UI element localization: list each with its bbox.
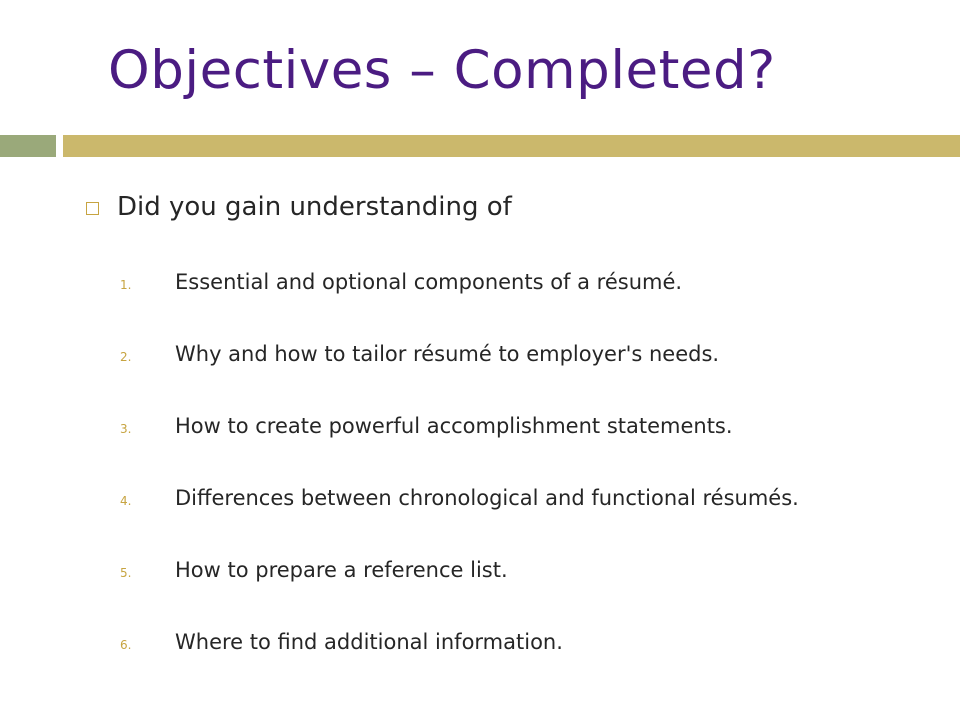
list-item-text: Differences between chronological and functional résumés. [175, 486, 799, 510]
list-item-number: 3. [120, 422, 132, 436]
list-item [120, 630, 563, 654]
slide-title: Objectives – Completed? [108, 40, 776, 101]
list-item-text: How to create powerful accomplishment statements. [175, 414, 733, 438]
title-divider-left [0, 135, 56, 157]
list-item [120, 414, 733, 438]
list-item-number: 1. [120, 278, 132, 292]
list-item-text: Where to find additional information. [175, 630, 563, 654]
list-item [120, 342, 719, 366]
list-item-number: 2. [120, 350, 132, 364]
list-item-number: 6. [120, 638, 132, 652]
square-bullet-icon [86, 202, 99, 215]
list-item-text: Why and how to tailor résumé to employer's needs. [175, 342, 720, 366]
list-item-text: Essential and optional components of a résumé. [175, 270, 683, 294]
main-bullet-text: Did you gain understanding of [117, 192, 512, 222]
list-item [120, 558, 508, 582]
list-item-number: 4. [120, 494, 132, 508]
list-item-text: How to prepare a reference list. [175, 558, 508, 582]
list-item [120, 486, 799, 510]
list-item [120, 270, 682, 294]
title-divider-right [63, 135, 960, 157]
list-item-number: 5. [120, 566, 132, 580]
main-bullet [86, 192, 512, 222]
